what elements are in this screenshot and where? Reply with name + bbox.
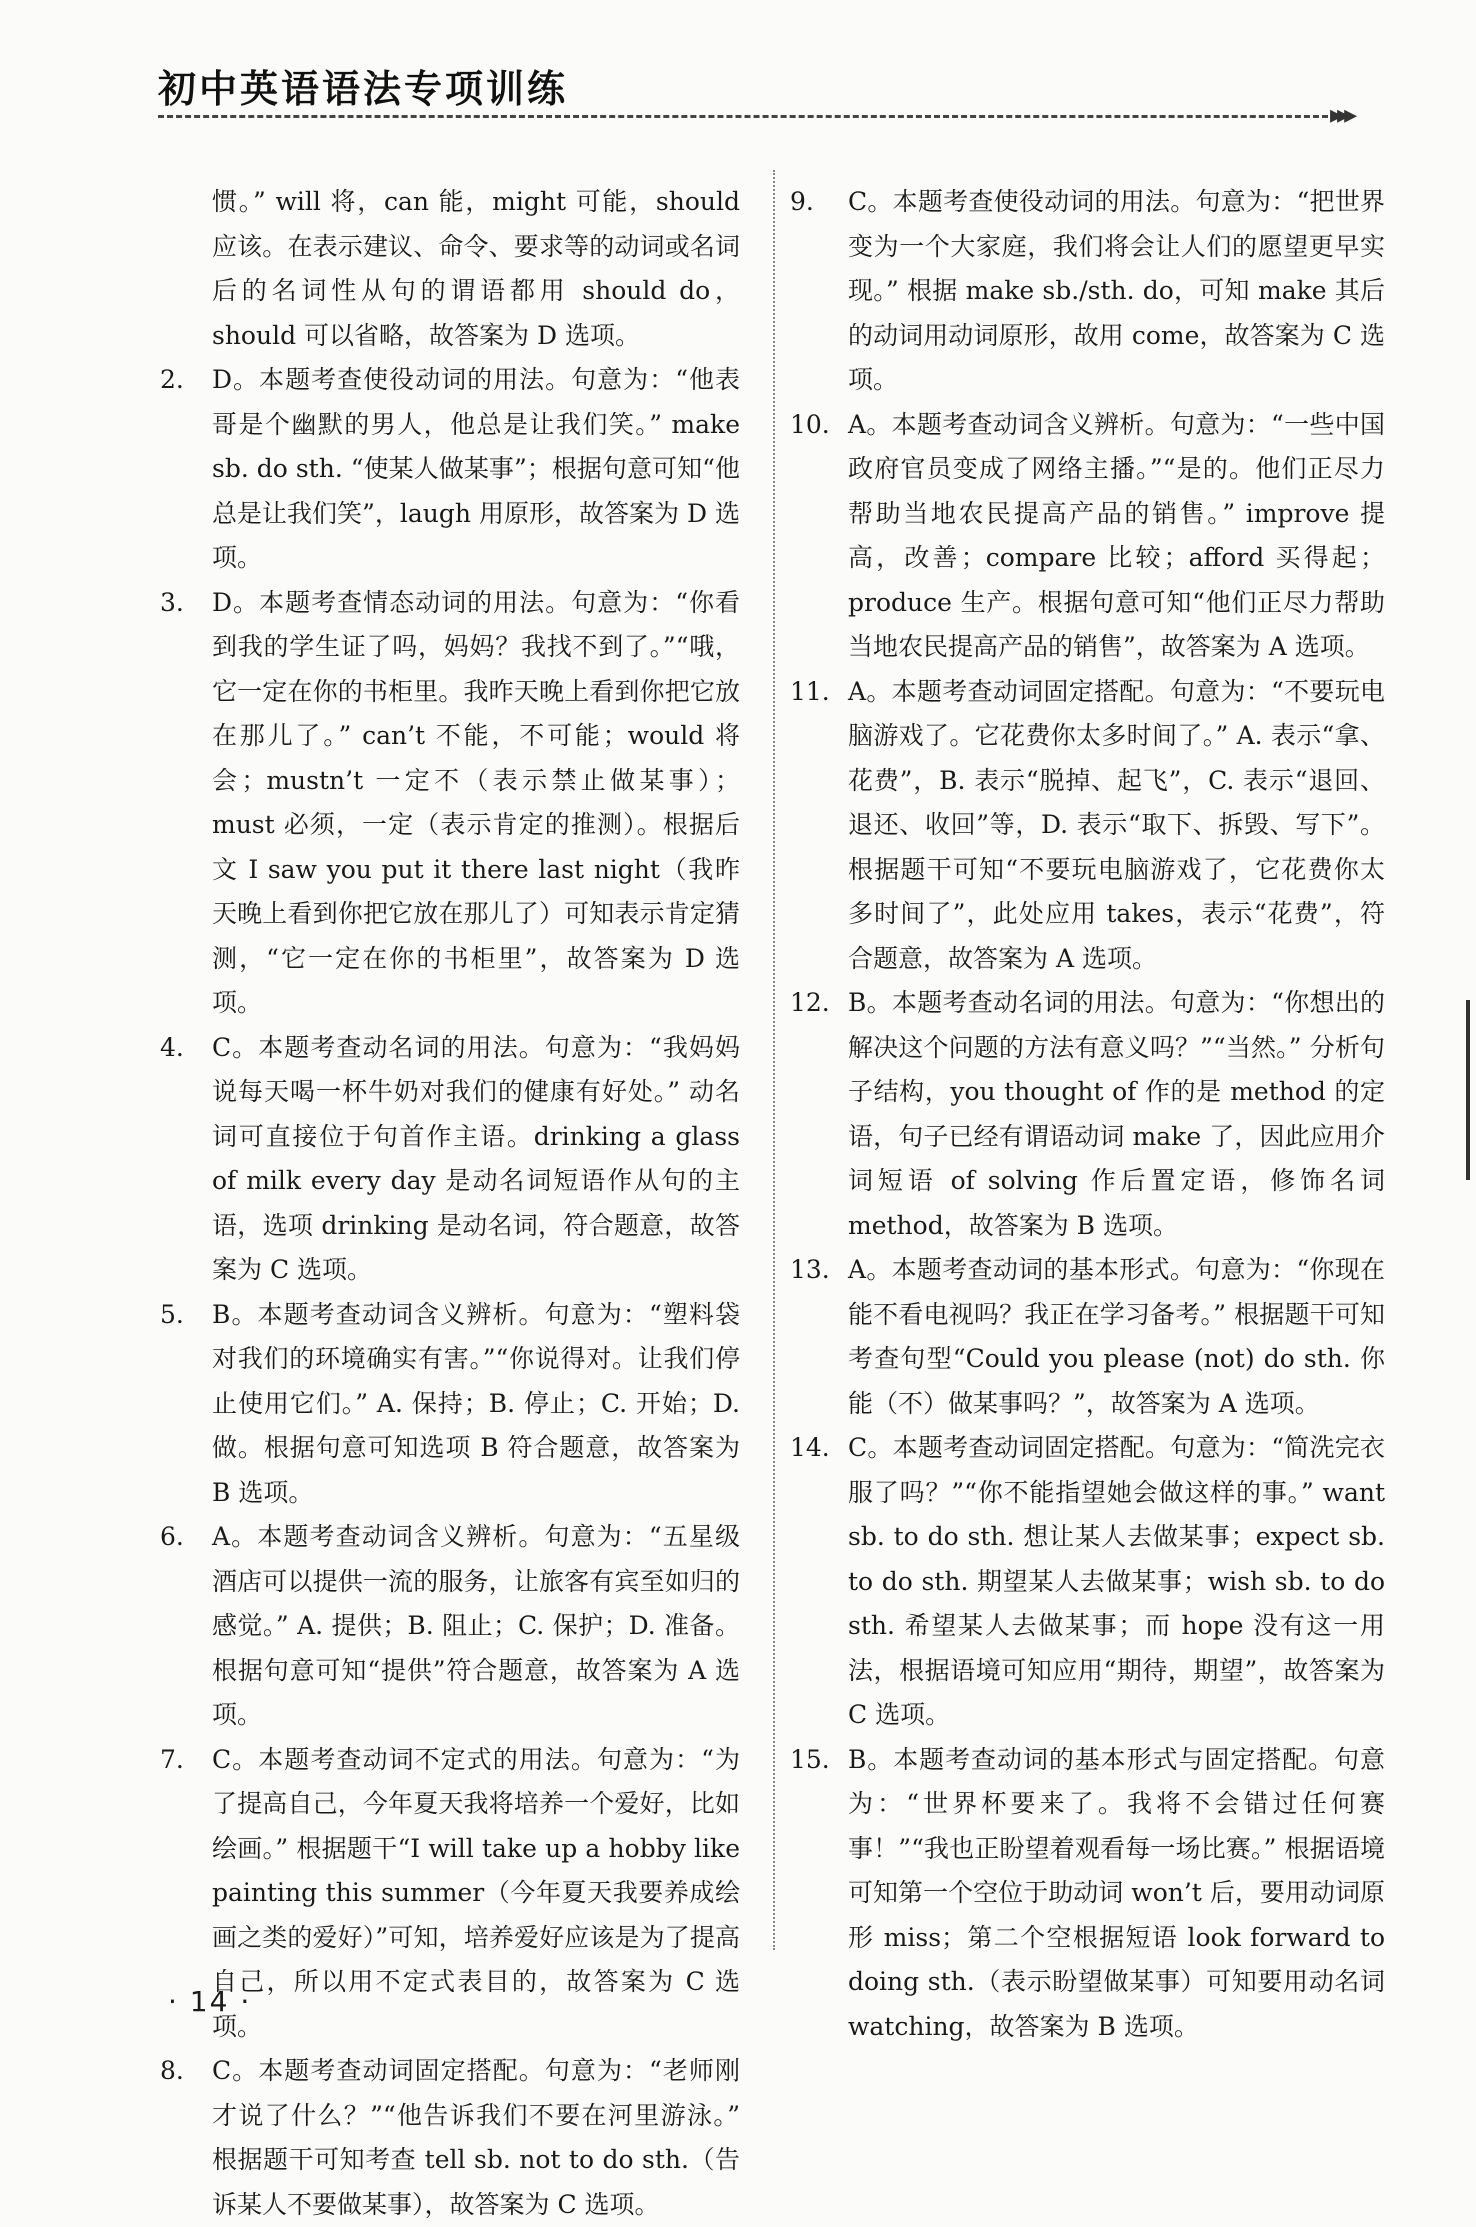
answer-number: 5.	[160, 1299, 184, 1329]
answer-number: 12.	[790, 988, 830, 1017]
answer-text: A。本题考查动词含义辨析。句意为：“五星级酒店可以提供一流的服务，让旅客有宾至如归的感觉。” A. 提供；B. 阻止；C. 保护；D. 准备。根据句意可知“提供”符合题意，故答案为 A 选项。	[212, 1522, 740, 1729]
answer-text: C。本题考查动词不定式的用法。句意为：“为了提高自己，今年夏天我将培养一个爱好，比如绘画。” 根据题干“I will take up a hobby like painting this summer（今年夏天我要养成绘画之类的爱好）”可知，培养爱好应该是为了提高自己，所以用不定式表目的，故答案为 C 选项。	[212, 1744, 740, 2041]
answer-item-11	[790, 670, 1385, 982]
page-edge-mark	[1466, 1000, 1470, 1180]
answer-item-15	[790, 1738, 1385, 2050]
answer-text: C。本题考查动词固定搭配。句意为：“老师刚才说了什么？”“他告诉我们不要在河里游泳。” 根据题干可知考查 tell sb. not to do sth.（告诉某人不要做某事），故答案为 C 选项。	[212, 2056, 740, 2219]
answer-item-3	[160, 581, 740, 1026]
right-column	[790, 180, 1385, 2049]
continued-answer-1: 惯。” will 将，can 能，might 可能，should 应该。在表示建议、命令、要求等的动词或名词后的名词性从句的谓语都用 should do，should 可以省略，故答案为 D 选项。	[212, 187, 740, 350]
answer-item-9	[790, 180, 1385, 403]
answer-text: C。本题考查动名词的用法。句意为：“我妈妈说每天喝一杯牛奶对我们的健康有好处。” 动名词可直接位于句首作主语。drinking a glass of milk every day 是动名词短语作从句的主语，选项 drinking 是动名词，符合题意，故答案为 C 选项。	[212, 1032, 740, 1284]
answer-item-13	[790, 1248, 1385, 1426]
answer-number: 14.	[790, 1433, 830, 1462]
answer-number: 6.	[160, 1522, 184, 1551]
page-number: · 14 ·	[168, 1985, 252, 2018]
answer-number: 3.	[160, 587, 184, 617]
answer-number: 8.	[160, 2056, 184, 2085]
answer-text: A。本题考查动词的基本形式。句意为：“你现在能不看电视吗？我正在学习备考。” 根据题干可知考查句型“Could you please (not) do sth. 你能（不）做某事吗？”，故答案为 A 选项。	[848, 1255, 1385, 1418]
answer-text: A。本题考查动词固定搭配。句意为：“不要玩电脑游戏了。它花费你太多时间了。” A. 表示“拿、花费”，B. 表示“脱掉、起飞”，C. 表示“退回、退还、收回”等，D. 表示“取下、拆毁、写下”。根据题干可知“不要玩电脑游戏了，它花费你太多时间了”，此处应用 takes，表示“花费”，符合题意，故答案为 A 选项。	[848, 676, 1385, 973]
answer-text: C。本题考查动词固定搭配。句意为：“简洗完衣服了吗？”“你不能指望她会做这样的事。” want sb. to do sth. 想让某人去做某事；expect sb. to do sth. 期望某人去做某事；wish sb. to do sth. 希望某人去做某事；而 hope 没有这一用法，根据语境可知应用“期待，期望”，故答案为 C 选项。	[848, 1433, 1385, 1729]
answer-item-5	[160, 1293, 740, 1516]
answer-item-4	[160, 1026, 740, 1293]
answer-item-6	[160, 1515, 740, 1738]
answer-number: 9.	[790, 187, 814, 216]
answer-item-8	[160, 2049, 740, 2227]
answer-number: 4.	[160, 1032, 184, 1062]
answer-number: 13.	[790, 1255, 830, 1284]
answer-text: B。本题考查动名词的用法。句意为：“你想出的解决这个问题的方法有意义吗？”“当然。” 分析句子结构，you thought of 作的是 method 的定语，句子已经有谓语动词 make 了，因此应用介词短语 of solving 作后置定语，修饰名词 method，故答案为 B 选项。	[848, 988, 1385, 1240]
answer-number: 7.	[160, 1744, 184, 1774]
answer-number: 11.	[790, 676, 830, 706]
answer-item-10	[790, 403, 1385, 670]
page-header-title: 初中英语语法专项训练	[158, 67, 569, 111]
answer-text: A。本题考查动词含义辨析。句意为：“一些中国政府官员变成了网络主播。”“是的。他们正尽力帮助当地农民提高产品的销售。” improve 提高，改善；compare 比较；afford 买得起；produce 生产。根据句意可知“他们正尽力帮助当地农民提高产品的销售”，故答案为 A 选项。	[848, 409, 1385, 661]
answer-number: 15.	[790, 1744, 830, 1774]
answer-item-2	[160, 358, 740, 581]
answer-text: B。本题考查动词的基本形式与固定搭配。句意为：“世界杯要来了。我将不会错过任何赛事！”“我也正盼望着观看每一场比赛。” 根据语境可知第一个空位于助动词 won’t 后，要用动词原形 miss；第二个空根据短语 look forward to doing sth.（表示盼望做某事）可知要用动名词 watching，故答案为 B 选项。	[848, 1744, 1385, 2041]
column-divider	[773, 170, 775, 1950]
answer-text: D。本题考查情态动词的用法。句意为：“你看到我的学生证了吗，妈妈？我找不到了。”“哦，它一定在你的书柜里。我昨天晚上看到你把它放在那儿了。” can’t 不能，不可能；would 将会；mustn’t 一定不（表示禁止做某事）；must 必须，一定（表示肯定的推测）。根据后文 I saw you put it there last night（我昨天晚上看到你把它放在那儿了）可知表示肯定猜测，“它一定在你的书柜里”，故答案为 D 选项。	[212, 587, 740, 1017]
answer-text: D。本题考查使役动词的用法。句意为：“他表哥是个幽默的男人，他总是让我们笑。” make sb. do sth. “使某人做某事”；根据句意可知“他总是让我们笑”，laugh 用原形，故答案为 D 选项。	[212, 365, 740, 572]
answer-text: C。本题考查使役动词的用法。句意为：“把世界变为一个大家庭，我们将会让人们的愿望更早实现。” 根据 make sb./sth. do，可知 make 其后的动词用动词原形，故用 come，故答案为 C 选项。	[848, 187, 1385, 394]
answer-number: 10.	[790, 409, 830, 439]
answer-item-14	[790, 1426, 1385, 1738]
header-dashed-rule	[158, 115, 1328, 118]
answer-number: 2.	[160, 365, 184, 394]
header-arrow-icon: ▸▸▸	[1330, 100, 1352, 130]
answer-item-12	[790, 981, 1385, 1248]
answer-text: B。本题考查动词含义辨析。句意为：“塑料袋对我们的环境确实有害。”“你说得对。让我们停止使用它们。” A. 保持；B. 停止；C. 开始；D. 做。根据句意可知选项 B 符合题意，故答案为 B 选项。	[212, 1299, 740, 1507]
left-column	[160, 180, 740, 2227]
